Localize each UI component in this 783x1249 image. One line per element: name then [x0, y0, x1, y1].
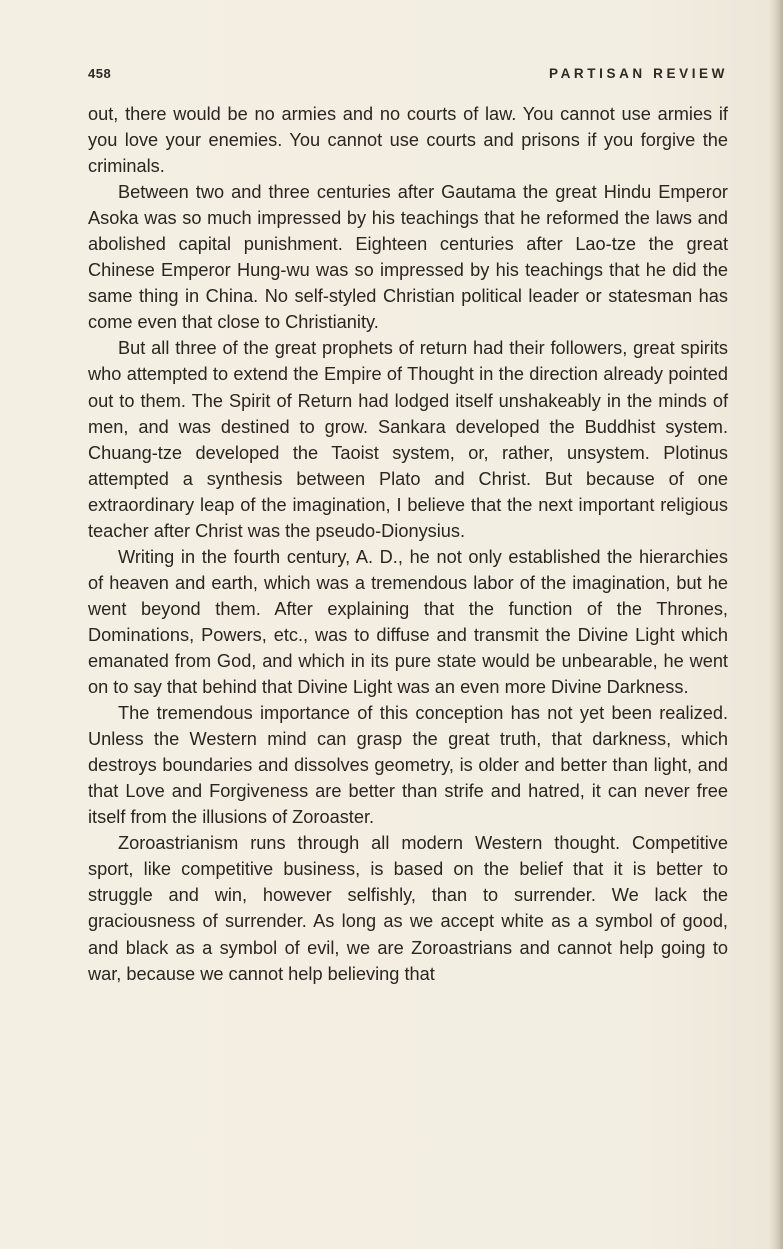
paragraph: Between two and three centuries after Gautama the great Hindu Emperor Asoka was so much impressed by his teachings that he reformed the laws and abolished capital punishment. Eighteen centuries after Lao-tze the great Chinese Emperor Hung-wu was so impressed by his teachings that he did the same thing in China. No self-styled Christian political leader or statesman has come even that close to Christianity.: [88, 182, 728, 333]
paragraph: out, there would be no armies and no courts of law. You cannot use armies if you love your enemies. You cannot use courts and prisons if you forgive the criminals.: [88, 104, 728, 177]
paragraph: The tremendous importance of this conception has not yet been realized. Unless the Western mind can grasp the great truth, that darkness, which destroys boundaries and dissolves geometry, is older and better than light, and that Love and Forgiveness are better than strife and hatred, it can never free itself from the illusions of Zoroaster.: [88, 703, 728, 828]
paragraph: Writing in the fourth century, A. D., he not only established the hierarchies of heaven and earth, which was a tremendous labor of the imagination, but he went beyond them. After explaining that the function of the Thrones, Dominations, Powers, etc., was to diffuse and transmit the Divine Light which emanated from God, and which in its pure state would be unbearable, he went on to say that behind that Divine Light was an even more Divine Darkness.: [88, 546, 728, 698]
page-header: [88, 66, 728, 86]
paragraph: Zoroastrianism runs through all modern Western thought. Competitive sport, like competitive business, is based on the belief that it is better to struggle and win, however selfishly, than to surrender. We lack the graciousness of surrender. As long as we accept white as a symbol of good, and black as a symbol of evil, we are Zoroastrians and cannot help going to war, because we cannot help believing that: [88, 833, 728, 984]
running-head: PARTISAN REVIEW: [548, 66, 728, 81]
page-gutter-shadow: [769, 0, 783, 1249]
page-number: 458: [88, 66, 112, 81]
body-text: [88, 101, 728, 987]
paragraph: But all three of the great prophets of return had their followers, great spirits who attempted to extend the Empire of Thought in the direction already pointed out to them. The Spirit of Return had lodged itself unshakeably in the minds of men, and was destined to grow. Sankara developed the Buddhist system. Chuang-tze developed the Taoist system, or, rather, unsystem. Plotinus attempted a synthesis between Plato and Christ. But because of one extraordinary leap of the imagination, I believe that the next important religious teacher after Christ was the pseudo-Dionysius.: [88, 338, 728, 541]
